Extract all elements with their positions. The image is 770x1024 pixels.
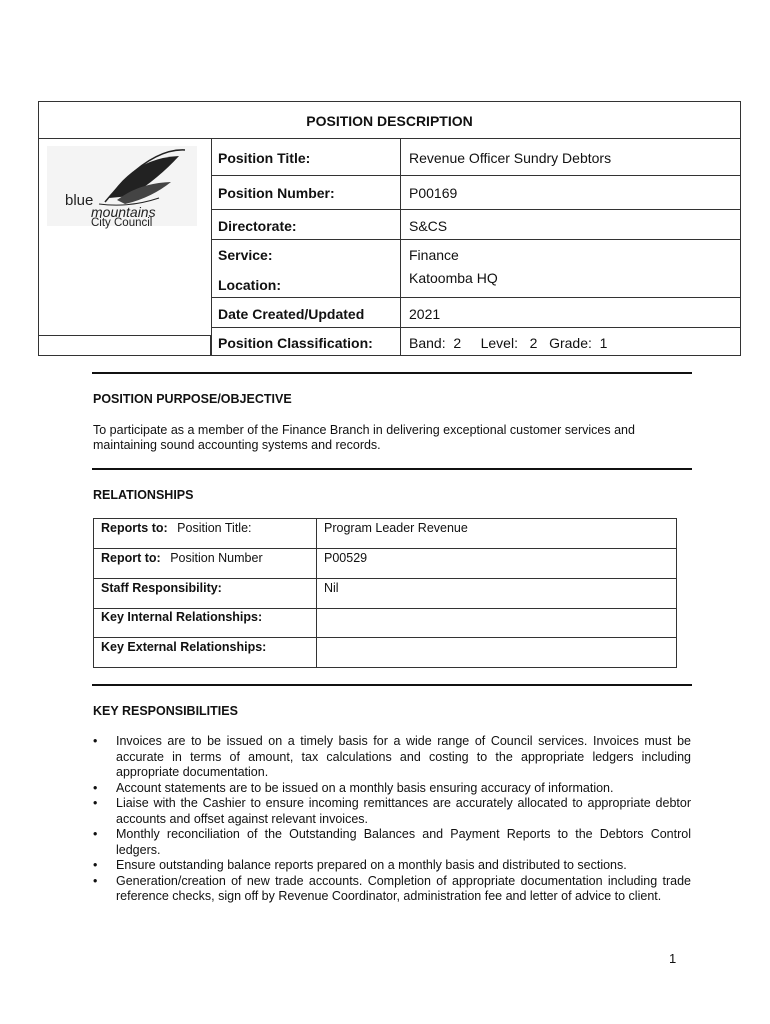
page-title: POSITION DESCRIPTION: [39, 102, 740, 139]
list-item: [93, 874, 691, 905]
list-item-text: Invoices are to be issued on a timely basis for a wide range of Council services. Invoices must be accurate in terms of amount, tax calculations and costing to the appropriate ledgers including appropriate documentation.: [116, 734, 691, 779]
value-position-title: Revenue Officer Sundry Debtors: [409, 150, 612, 166]
row-label: Reports to:: [101, 521, 168, 535]
row-value: Program Leader Revenue: [324, 521, 468, 535]
list-item-text: Monthly reconciliation of the Outstanding Balances and Payment Reports to the Debtors Control ledgers.: [116, 827, 691, 857]
leaf-logo-icon: [39, 138, 211, 338]
value-service: Finance: [409, 247, 459, 263]
responsibilities-list: [93, 734, 691, 905]
label-location: Location:: [218, 277, 281, 293]
value-directorate: S&CS: [409, 218, 448, 234]
logo-text-council: City Council: [91, 217, 153, 229]
row-value: Nil: [324, 581, 339, 595]
bullet-icon: •: [93, 827, 98, 841]
list-item: [93, 827, 691, 858]
list-item: [93, 734, 691, 781]
council-logo: [39, 138, 211, 338]
bullet-icon: •: [93, 796, 98, 810]
row-label: Key External Relationships:: [101, 640, 267, 654]
table-row: [101, 521, 252, 535]
list-item-text: Ensure outstanding balance reports prepared on a monthly basis and distributed to sections.: [116, 858, 627, 872]
list-item: [93, 781, 691, 797]
bullet-icon: •: [93, 873, 98, 888]
label-service: Service:: [218, 247, 273, 263]
section-divider: [92, 468, 692, 470]
responsibilities-heading: KEY RESPONSIBILITIES: [93, 704, 238, 718]
row-label: Staff Responsibility:: [101, 581, 222, 595]
list-item-text: Generation/creation of new trade accounts. Completion of appropriate documentation including trade reference checks, sign off by Revenue Coordinator, administration fee and letter of advice to client.: [116, 873, 691, 903]
section-divider: [92, 372, 692, 374]
logo-text-blue: blue: [65, 192, 94, 209]
value-position-number: P00169: [409, 185, 458, 201]
purpose-text: To participate as a member of the Finance Branch in delivering exceptional customer services and maintaining sound accounting systems and records.: [93, 423, 635, 452]
relationships-table: [93, 518, 677, 668]
bullet-icon: •: [93, 734, 98, 748]
logo-text-mountains: mountains: [91, 204, 156, 220]
bullet-icon: •: [93, 780, 98, 795]
relationships-heading: RELATIONSHIPS: [93, 488, 194, 502]
list-item-text: Liaise with the Cashier to ensure incoming remittances are accurately allocated to appropriate debtor accounts and offset against relevant invoices.: [116, 796, 691, 826]
row-sublabel: Position Number: [170, 551, 263, 565]
label-position-number: Position Number:: [218, 185, 335, 201]
position-description-table: [38, 101, 741, 356]
list-item: [93, 796, 691, 827]
row-label: Key Internal Relationships:: [101, 610, 263, 624]
value-date-created: 2021: [409, 306, 441, 322]
purpose-heading: POSITION PURPOSE/OBJECTIVE: [93, 392, 292, 406]
section-divider: [92, 684, 692, 686]
row-label: Report to:: [101, 551, 161, 565]
row-sublabel: Position Title:: [177, 521, 252, 535]
label-position-classification: Position Classification:: [218, 335, 373, 351]
list-item: [93, 858, 691, 874]
label-date-created: Date Created/Updated: [218, 306, 365, 322]
value-position-classification: Band: 2 Level: 2 Grade: 1: [409, 335, 608, 351]
list-item-text: Account statements are to be issued on a monthly basis ensuring accuracy of information.: [116, 780, 614, 795]
label-directorate: Directorate:: [218, 218, 297, 234]
label-position-title: Position Title:: [218, 150, 311, 166]
value-location: Katoomba HQ: [409, 270, 498, 286]
row-value: P00529: [324, 551, 368, 565]
table-row: [101, 551, 263, 565]
bullet-icon: •: [93, 858, 98, 872]
page-number: 1: [669, 951, 677, 966]
logo-cell-border: [39, 335, 211, 355]
